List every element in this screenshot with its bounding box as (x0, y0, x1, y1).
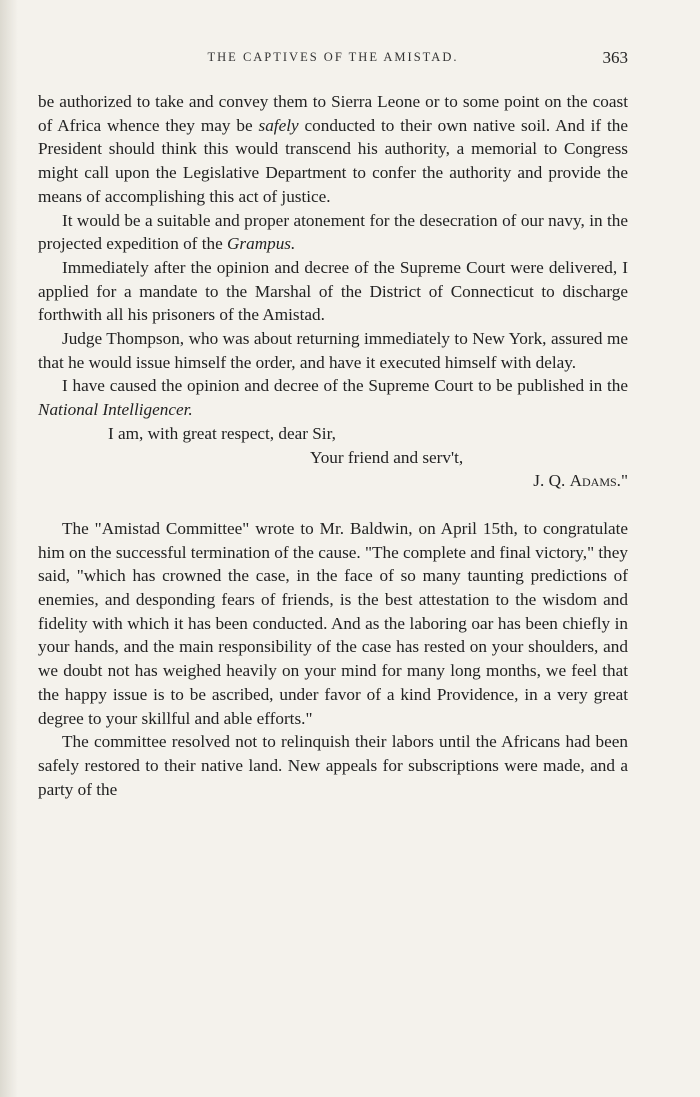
page-number: 363 (602, 48, 628, 67)
paragraph: Judge Thompson, who was about returning immediately to New York, assured me that he would issue himself the order, and have it executed himself with delay. (38, 329, 628, 372)
running-head: THE CAPTIVES OF THE AMISTAD. (207, 50, 459, 64)
text-run: It would be a suitable and proper atonement for the desecration of our navy, in the projected expedition of the (38, 210, 628, 254)
section-gap (38, 493, 628, 517)
text-run: conducted to their own native soil. And if the President should think this would transcend his authority, a memorial to Congress might call upon the Legislative Department to confer the authority and provide the means of accomplishing this act of justice. (38, 115, 629, 206)
letter-signature (38, 469, 628, 493)
italic-text: Grampus. (227, 234, 296, 254)
paragraph: The "Amistad Committee" wrote to Mr. Baldwin, on April 15th, to congratulate him on the successful termination of the cause. "The complete and final victory," they said, "which has crowned the case, in the face of so many taunting predictions of enemies, and desponding fears of friends, is the best attestation to the wisdom and fidelity with which it has been conducted. And as the laboring oar has been chiefly in your hands, and the main responsibility of the case has rested on your shoulders, and we doubt not has weighed heavily on your mind for many long months, we feel that the happy issue is to be ascribed, under favor of a kind Providence, in a very great degree to your skillful and able efforts." (38, 518, 628, 728)
page-header (38, 50, 628, 72)
paragraph: Immediately after the opinion and decree of the Supreme Court were delivered, I applied for a mandate to the Marshal of the District of Connecticut to discharge forthwith all his prisoners of the Amistad. (38, 257, 628, 325)
text-run: I have caused the opinion and decree of the Supreme Court to be published in the (62, 376, 628, 396)
italic-text: safely (258, 115, 299, 135)
signature-initials: J. Q. (533, 471, 570, 491)
signature-name: Adams." (569, 471, 628, 491)
paragraph (38, 374, 628, 421)
paragraph: The committee resolved not to relinquish their labors until the Africans had been safely restored to their native land. New appeals for subscriptions were made, and a party of the (38, 732, 628, 799)
letter-closing (38, 422, 628, 493)
italic-text: National Intelligencer. (38, 400, 193, 420)
letter-salutation: I am, with great respect, dear Sir, (108, 423, 336, 443)
paragraph (38, 209, 628, 256)
body-text (38, 90, 628, 801)
letter-valediction: Your friend and serv't, (310, 447, 464, 467)
text-run: be authorized to take and convey them to Sierra Leone or to some point on the coast of Africa whence they may be (38, 92, 628, 135)
paragraph (38, 90, 628, 209)
page-gutter-shadow (0, 0, 18, 1097)
